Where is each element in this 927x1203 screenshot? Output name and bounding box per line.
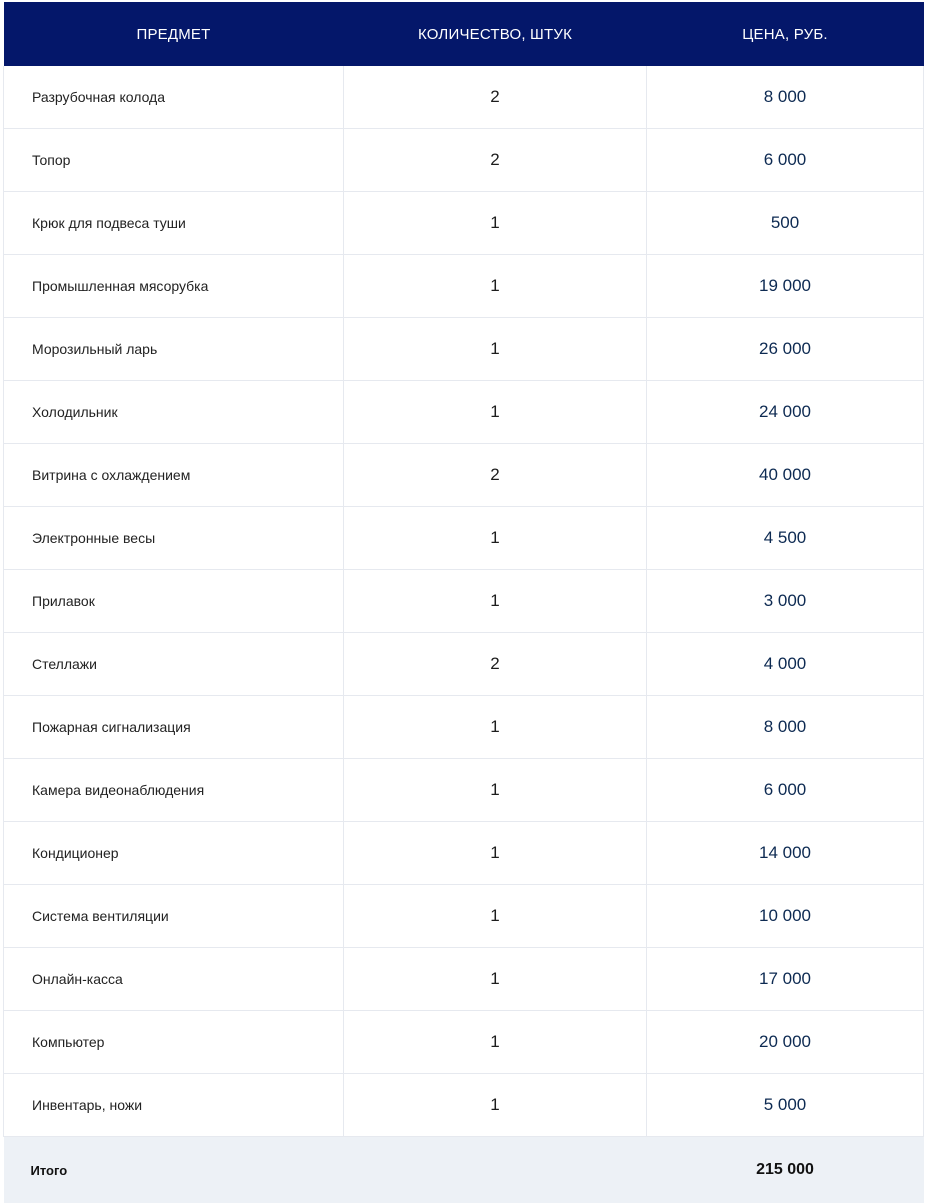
quantity-cell: 1: [344, 570, 647, 633]
table-row: [4, 948, 924, 1011]
total-row: [4, 1137, 924, 1203]
table-row: [4, 444, 924, 507]
item-cell: Разрубочная колода: [4, 66, 344, 129]
item-cell: Кондиционер: [4, 822, 344, 885]
item-cell: Онлайн-касса: [4, 948, 344, 1011]
price-cell: 6 000: [647, 129, 924, 192]
item-cell: Топор: [4, 129, 344, 192]
price-cell: 6 000: [647, 759, 924, 822]
price-cell: 4 000: [647, 633, 924, 696]
table-row: [4, 192, 924, 255]
header-item: ПРЕДМЕТ: [4, 2, 344, 66]
quantity-cell: 1: [344, 318, 647, 381]
table-header: [4, 2, 924, 66]
price-cell: 10 000: [647, 885, 924, 948]
item-cell: Холодильник: [4, 381, 344, 444]
price-cell: 500: [647, 192, 924, 255]
quantity-cell: 1: [344, 192, 647, 255]
price-cell: 14 000: [647, 822, 924, 885]
item-cell: Компьютер: [4, 1011, 344, 1074]
quantity-cell: 1: [344, 255, 647, 318]
item-cell: Камера видеонаблюдения: [4, 759, 344, 822]
item-cell: Морозильный ларь: [4, 318, 344, 381]
quantity-cell: 1: [344, 885, 647, 948]
quantity-cell: 1: [344, 1074, 647, 1137]
table-row: [4, 1011, 924, 1074]
table-row: [4, 255, 924, 318]
item-cell: Система вентиляции: [4, 885, 344, 948]
quantity-cell: 1: [344, 1011, 647, 1074]
price-cell: 8 000: [647, 696, 924, 759]
price-cell: 3 000: [647, 570, 924, 633]
quantity-cell: 1: [344, 381, 647, 444]
price-cell: 26 000: [647, 318, 924, 381]
price-cell: 8 000: [647, 66, 924, 129]
price-cell: 5 000: [647, 1074, 924, 1137]
item-cell: Прилавок: [4, 570, 344, 633]
table-row: [4, 885, 924, 948]
item-cell: Пожарная сигнализация: [4, 696, 344, 759]
price-cell: 4 500: [647, 507, 924, 570]
quantity-cell: 2: [344, 66, 647, 129]
quantity-cell: 1: [344, 507, 647, 570]
header-row: [4, 2, 924, 66]
price-cell: 19 000: [647, 255, 924, 318]
item-cell: Витрина с охлаждением: [4, 444, 344, 507]
price-table: [3, 2, 924, 1203]
quantity-cell: 2: [344, 444, 647, 507]
table-row: [4, 66, 924, 129]
item-cell: Стеллажи: [4, 633, 344, 696]
item-cell: Инвентарь, ножи: [4, 1074, 344, 1137]
table-row: [4, 507, 924, 570]
table-row: [4, 318, 924, 381]
quantity-cell: 2: [344, 633, 647, 696]
table-row: [4, 570, 924, 633]
quantity-cell: 2: [344, 129, 647, 192]
quantity-cell: 1: [344, 822, 647, 885]
total-price: 215 000: [647, 1137, 924, 1203]
quantity-cell: 1: [344, 759, 647, 822]
table-row: [4, 822, 924, 885]
price-cell: 17 000: [647, 948, 924, 1011]
item-cell: Промышленная мясорубка: [4, 255, 344, 318]
header-price: ЦЕНА, РУБ.: [647, 2, 924, 66]
table-row: [4, 633, 924, 696]
total-quantity: [344, 1137, 647, 1203]
item-cell: Крюк для подвеса туши: [4, 192, 344, 255]
quantity-cell: 1: [344, 696, 647, 759]
price-cell: 24 000: [647, 381, 924, 444]
total-label: Итого: [4, 1137, 344, 1203]
table-row: [4, 129, 924, 192]
item-cell: Электронные весы: [4, 507, 344, 570]
price-cell: 20 000: [647, 1011, 924, 1074]
quantity-cell: 1: [344, 948, 647, 1011]
table-body: [4, 66, 924, 1203]
table-row: [4, 1074, 924, 1137]
table-row: [4, 696, 924, 759]
header-quantity: КОЛИЧЕСТВО, ШТУК: [344, 2, 647, 66]
table-row: [4, 381, 924, 444]
table-row: [4, 759, 924, 822]
price-cell: 40 000: [647, 444, 924, 507]
